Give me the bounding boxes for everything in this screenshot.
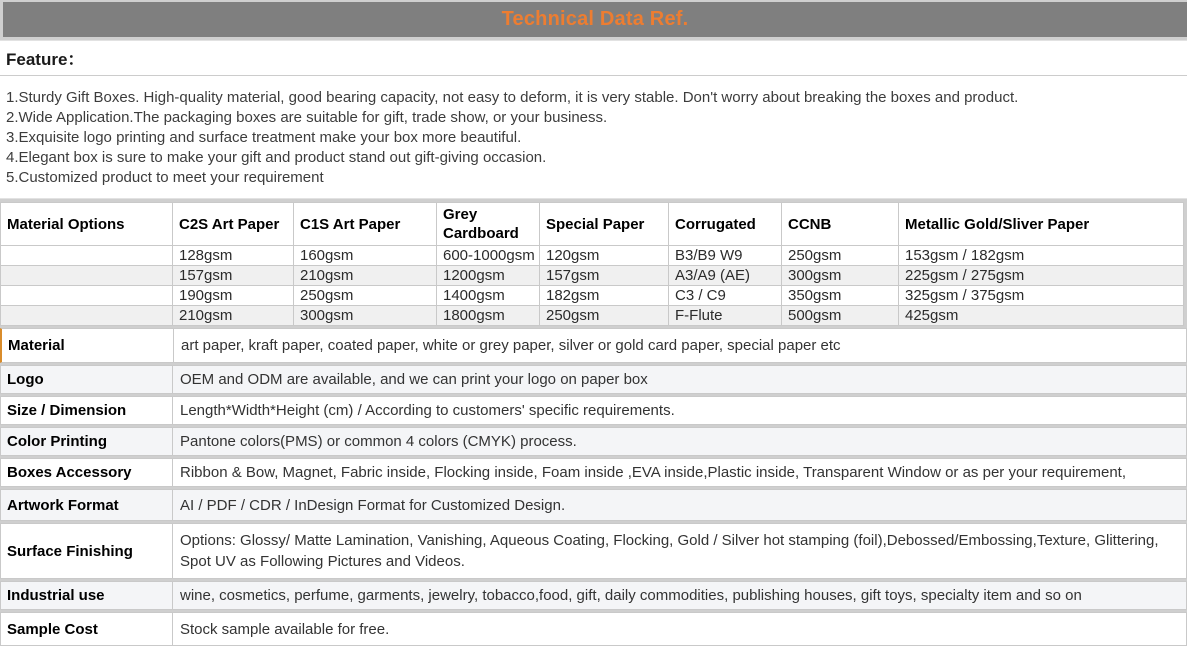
feature-item: 3.Exquisite logo printing and surface treatment make your box more beautiful. [6, 129, 522, 146]
table-cell: F-Flute [669, 306, 782, 326]
table-cell: 190gsm [173, 286, 294, 306]
table-cell: 250gsm [540, 306, 669, 326]
spec-value: art paper, kraft paper, coated paper, white or grey paper, silver or gold card paper, special paper etc [181, 337, 841, 354]
table-cell: 1800gsm [437, 306, 540, 326]
table-row [1, 306, 1184, 326]
table-cell: 325gsm / 375gsm [899, 286, 1184, 306]
table-cell: 182gsm [540, 286, 669, 306]
table-cell: 120gsm [540, 246, 669, 266]
column-header-corrugated: Corrugated [669, 203, 782, 246]
table-cell: 300gsm [782, 266, 899, 286]
feature-heading: Feature： [0, 41, 1187, 76]
table-cell [1, 246, 173, 266]
feature-item: 1.Sturdy Gift Boxes. High-quality material, good bearing capacity, not easy to deform, it is very stable. Don't worry about breaking the boxes and product. [6, 89, 1019, 106]
table-cell [1, 286, 173, 306]
table-row [1, 266, 1184, 286]
feature-item: 5.Customized product to meet your requirement [6, 169, 324, 186]
table-cell: 153gsm / 182gsm [899, 246, 1184, 266]
table-cell: B3/B9 W9 [669, 246, 782, 266]
spec-row-logo [0, 365, 1187, 394]
feature-item: 4.Elegant box is sure to make your gift and product stand out gift-giving occasion. [6, 149, 547, 166]
spec-value: Length*Width*Height (cm) / According to customers' specific requirements. [180, 402, 675, 419]
spec-value: Stock sample available for free. [180, 620, 390, 638]
spec-value: Pantone colors(PMS) or common 4 colors (CMYK) process. [180, 433, 577, 450]
spec-value: wine, cosmetics, perfume, garments, jewelry, tobacco,food, gift, daily commodities, publishing houses, gift toys, specialty item and so on [180, 587, 1082, 604]
column-header-special-paper: Special Paper [540, 203, 669, 246]
table-cell: 157gsm [173, 266, 294, 286]
column-header-c1s-art-paper: C1S Art Paper [294, 203, 437, 246]
spec-label: Sample Cost [1, 613, 173, 645]
table-row [1, 286, 1184, 306]
table-cell: 250gsm [782, 246, 899, 266]
table-cell: 500gsm [782, 306, 899, 326]
spec-label: Material [2, 329, 174, 362]
table-cell: 157gsm [540, 266, 669, 286]
spec-label: Size / Dimension [1, 397, 173, 424]
spec-row-artwork-format [0, 489, 1187, 521]
spec-row-size-dimension [0, 396, 1187, 425]
spec-label: Artwork Format [1, 490, 173, 520]
title-bar [3, 2, 1187, 37]
spec-value: Options: Glossy/ Matte Lamination, Vanishing, Aqueous Coating, Flocking, Gold / Silver hot stamping (foil),Debossed/Embossing,Texture, Glittering, Spot UV as Following Pictures and Videos. [180, 532, 1159, 570]
table-cell: 300gsm [294, 306, 437, 326]
table-cell: C3 / C9 [669, 286, 782, 306]
table-cell: 600-1000gsm [437, 246, 540, 266]
spec-row-surface-finishing [0, 523, 1187, 579]
column-header-metallic-paper: Metallic Gold/Sliver Paper [899, 203, 1184, 246]
column-header-material-options: Material Options [1, 203, 173, 246]
table-cell: 210gsm [294, 266, 437, 286]
spec-rows-section [0, 328, 1187, 646]
spec-value: AI / PDF / CDR / InDesign Format for Customized Design. [180, 496, 566, 514]
feature-list [0, 76, 1187, 198]
spec-label: Industrial use [1, 582, 173, 609]
column-header-c2s-art-paper: C2S Art Paper [173, 203, 294, 246]
spec-label: Color Printing [1, 428, 173, 455]
table-cell: 210gsm [173, 306, 294, 326]
column-header-ccnb: CCNB [782, 203, 899, 246]
spec-label: Boxes Accessory [1, 459, 173, 486]
table-cell [1, 306, 173, 326]
materials-table-section [0, 202, 1187, 326]
table-row [1, 246, 1184, 266]
table-cell: 1400gsm [437, 286, 540, 306]
feature-section [0, 40, 1187, 199]
spec-value: OEM and ODM are available, and we can print your logo on paper box [180, 371, 648, 388]
feature-item: 2.Wide Application.The packaging boxes are suitable for gift, trade show, or your business. [6, 109, 608, 126]
table-cell: 225gsm / 275gsm [899, 266, 1184, 286]
spec-label: Logo [1, 366, 173, 393]
table-cell: 1200gsm [437, 266, 540, 286]
spec-label: Surface Finishing [1, 524, 173, 578]
page-title: Technical Data Ref. [501, 8, 689, 30]
materials-table [0, 202, 1184, 326]
spec-row-sample-cost [0, 612, 1187, 646]
spec-row-material [0, 328, 1187, 363]
table-cell: 425gsm [899, 306, 1184, 326]
spec-row-boxes-accessory [0, 458, 1187, 487]
spec-row-industrial-use [0, 581, 1187, 610]
spec-row-color-printing [0, 427, 1187, 456]
table-cell: 160gsm [294, 246, 437, 266]
table-cell: 128gsm [173, 246, 294, 266]
column-header-grey-cardboard: Grey Cardboard [437, 203, 540, 246]
materials-header-row [1, 203, 1184, 246]
table-cell: 350gsm [782, 286, 899, 306]
spec-value: Ribbon & Bow, Magnet, Fabric inside, Flocking inside, Foam inside ,EVA inside,Plastic inside, Transparent Window or as per your requirement, [180, 464, 1127, 481]
table-cell: A3/A9 (AE) [669, 266, 782, 286]
table-cell: 250gsm [294, 286, 437, 306]
table-cell [1, 266, 173, 286]
